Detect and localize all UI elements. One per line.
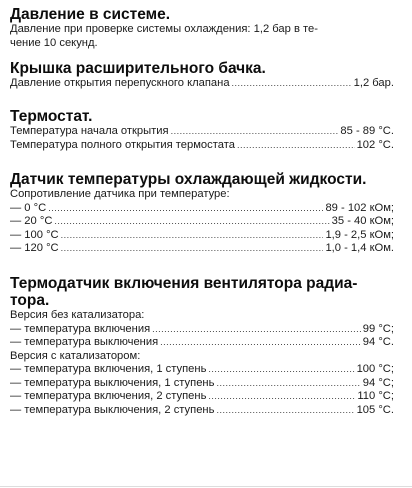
section-heading: Крышка расширительного бачка. <box>10 60 266 77</box>
dot-leader <box>171 125 339 139</box>
dot-leader <box>61 242 324 256</box>
section-heading: Давление в системе. <box>10 6 171 23</box>
spec-label: — температура включения, 1 ступень <box>10 363 207 375</box>
spec-row <box>10 215 394 229</box>
spec-row <box>10 202 394 216</box>
spec-row <box>10 336 394 350</box>
dot-leader <box>208 363 354 377</box>
dot-leader <box>152 323 361 337</box>
spec-row <box>10 390 394 404</box>
spec-row <box>10 139 394 153</box>
spec-label: — 100 °С <box>10 228 59 241</box>
bottom-divider <box>0 486 412 487</box>
section-thermostat <box>10 108 394 171</box>
dot-leader <box>237 139 355 153</box>
section-expansion-tank-cap <box>10 60 394 108</box>
spec-label: — температура выключения, 2 ступень <box>10 403 215 416</box>
spec-row <box>10 323 394 337</box>
spec-row <box>10 229 394 243</box>
spec-value: 102 °С. <box>356 138 394 151</box>
dot-leader <box>48 202 323 216</box>
spec-label: — температура выключения <box>10 336 159 348</box>
section-coolant-temp-sensor <box>10 171 394 275</box>
spec-row <box>10 363 394 377</box>
spec-row <box>10 242 394 256</box>
paragraph-line: Давление при проверке системы охлаждения: 1,2 бар в те- <box>10 23 318 35</box>
dot-leader <box>216 377 360 391</box>
spec-value: 99 °С; <box>362 322 394 335</box>
spec-value: 85 - 89 °С. <box>340 125 394 137</box>
section-heading-continued: тора. <box>10 292 50 309</box>
section-system-pressure <box>10 6 394 60</box>
section-heading: Термостат. <box>10 108 93 125</box>
intro-text: Сопротивление датчика при температуре: <box>10 188 230 200</box>
dot-leader <box>160 336 361 350</box>
spec-label: Давление открытия перепускного клапана <box>10 77 230 89</box>
section-fan-thermo-switch <box>10 275 394 417</box>
spec-value: 100 °С; <box>356 363 394 375</box>
paragraph-line: чение 10 секунд. <box>10 36 98 49</box>
section-heading: Термодатчик включения вентилятора радиа- <box>10 275 358 292</box>
group-label: Версия без катализатора: <box>10 309 145 321</box>
section-heading: Датчик температуры охлаждающей жидкости. <box>10 171 367 188</box>
spec-value: 110 °С; <box>357 390 394 402</box>
spec-label: — 120 °С <box>10 242 59 254</box>
dot-leader <box>61 229 324 243</box>
group-label: Версия с катализатором: <box>10 349 141 362</box>
spec-value: 105 °С. <box>356 403 394 416</box>
spec-row <box>10 77 394 91</box>
spec-label: — 0 °С <box>10 201 47 214</box>
spec-row <box>10 125 394 139</box>
spec-value: 1,0 - 1,4 кОм. <box>325 242 394 254</box>
spec-value: 35 - 40 кОм; <box>331 215 394 227</box>
dot-leader <box>232 77 352 91</box>
spec-row <box>10 404 394 418</box>
spec-label: Температура начала открытия <box>10 125 169 137</box>
spec-value: 1,9 - 2,5 кОм; <box>325 228 394 241</box>
dot-leader <box>208 390 355 404</box>
spec-value: 94 °С; <box>362 376 394 389</box>
dot-leader <box>216 404 354 418</box>
spec-value: 94 °С. <box>362 336 394 348</box>
dot-leader <box>54 215 329 229</box>
spec-label: — температура выключения, 1 ступень <box>10 376 215 389</box>
spec-value: 89 - 102 кОм; <box>325 201 394 214</box>
spec-label: Температура полного открытия термостата <box>10 138 235 151</box>
spec-label: — температура включения <box>10 322 151 335</box>
spec-row <box>10 377 394 391</box>
spec-label: — 20 °С <box>10 215 53 227</box>
spec-label: — температура включения, 2 ступень <box>10 390 207 402</box>
spec-value: 1,2 бар. <box>353 77 394 89</box>
